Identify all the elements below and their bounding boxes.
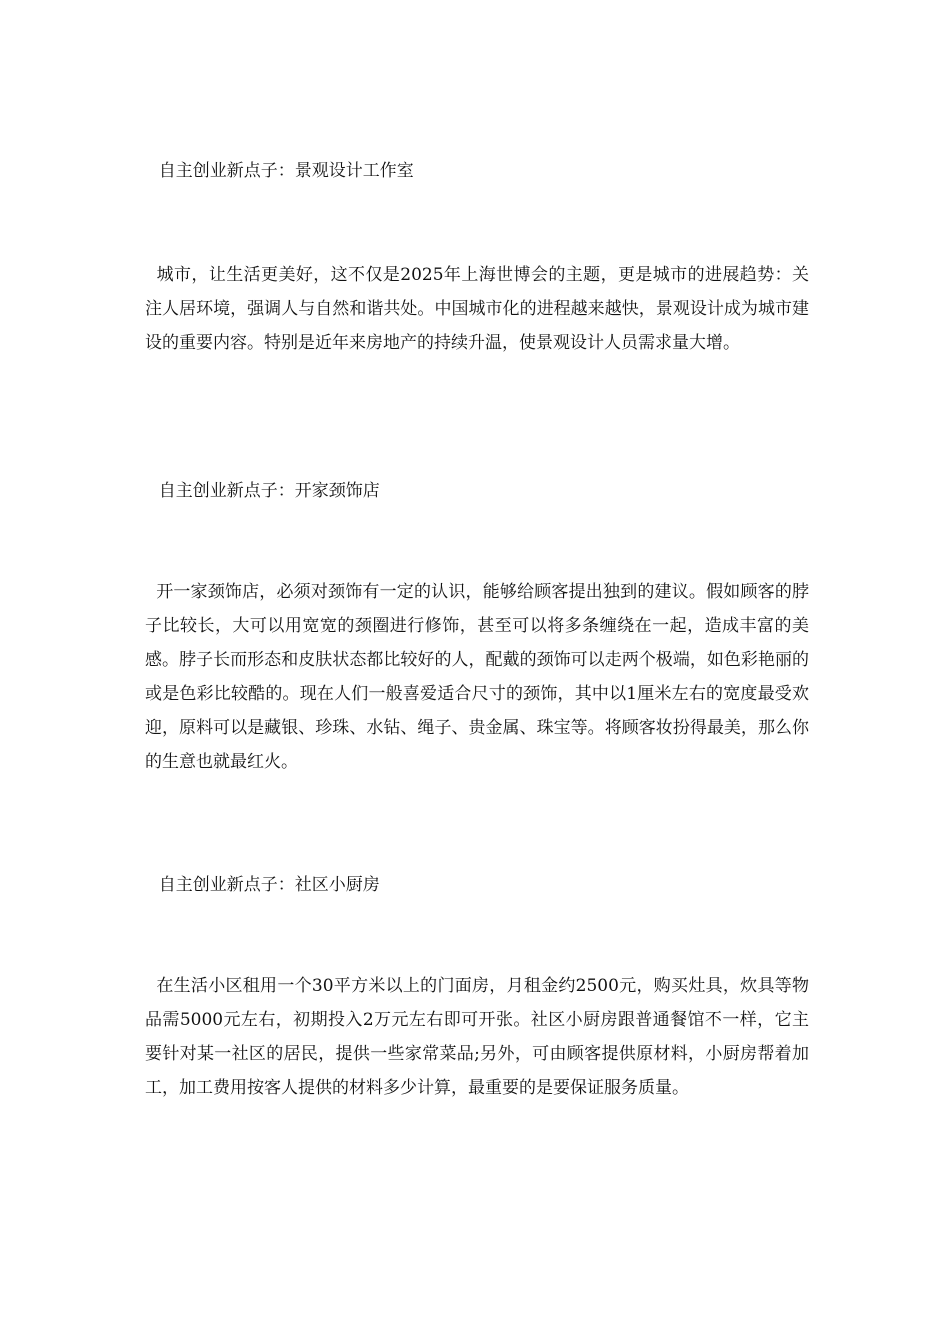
section-body-landscape-design: 城市，让生活更美好，这不仅是2025年上海世博会的主题，更是城市的进展趋势：关注人居环境，强调人与自然和谐共处。中国城市化的进程越来越快，景观设计成为城市建设的重要内容。特别是近年来房地产的持续升温，使景观设计人员需求量大增。 [145, 265, 810, 353]
section-body-necklace-shop: 开一家颈饰店，必须对颈饰有一定的认识，能够给顾客提出独到的建议。假如顾客的脖子比较长，大可以用宽宽的颈圈进行修饰，甚至可以将多条缠绕在一起，造成丰富的美感。脖子长而形态和皮肤状态都比较好的人，配戴的颈饰可以走两个极端，如色彩艳丽的或是色彩比较酷的。现在人们一般喜爱适合尺寸的颈饰，其中以1厘米左右的宽度最受欢迎，原料可以是藏银、珍珠、水钻、绳子、贵金属、珠宝等。将顾客妆扮得最美，那么你的生意也就最红火。 [145, 582, 810, 772]
section-heading-community-kitchen: 自主创业新点子：社区小厨房 [148, 875, 380, 895]
section-body-community-kitchen: 在生活小区租用一个30平方米以上的门面房，月租金约2500元，购买灶具，炊具等物品需5000元左右，初期投入2万元左右即可开张。社区小厨房跟普通餐馆不一样，它主要针对某一社区的居民，提供一些家常菜品;另外，可由顾客提供原材料，小厨房帮着加工，加工费用按客人提供的材料多少计算，最重要的是要保证服务质量。 [145, 976, 809, 1098]
section-heading-landscape-design: 自主创业新点子：景观设计工作室 [148, 161, 414, 181]
section-heading-necklace-shop: 自主创业新点子：开家颈饰店 [148, 481, 380, 501]
